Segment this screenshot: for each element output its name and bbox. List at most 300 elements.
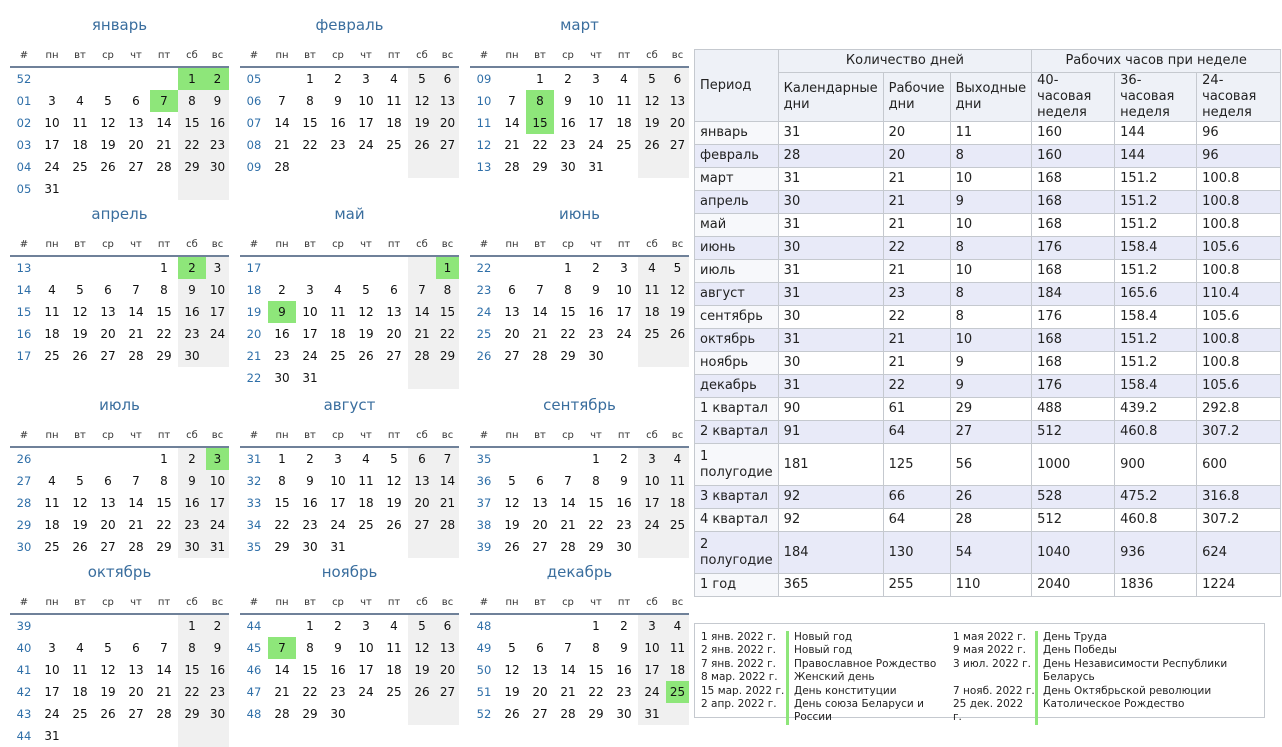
day-cell: 25 [666, 514, 689, 536]
day-cell: 13 [532, 496, 548, 510]
day-cell: 28 [532, 349, 548, 363]
week-number: 41 [16, 663, 32, 677]
day-cell: 20 [532, 518, 548, 532]
value-cell: 9 [950, 191, 1032, 214]
day-cell: 26 [72, 540, 88, 554]
empty-day-cell [38, 447, 66, 470]
day-cell: 16 [616, 496, 632, 510]
day-cell: 11 [330, 305, 346, 319]
value-cell: 168 [1032, 214, 1115, 237]
value-cell: 31 [778, 168, 883, 191]
week-number: 30 [16, 540, 32, 554]
weekday-header: сб [408, 233, 436, 256]
value-cell: 130 [883, 532, 950, 574]
weekday-header: вс [436, 44, 459, 67]
week-number: 17 [16, 349, 32, 363]
week-number: 51 [476, 685, 492, 699]
value-cell: 20 [883, 122, 950, 145]
period-cell: октябрь [695, 329, 779, 352]
day-cell: 11 [386, 94, 402, 108]
day-cell: 15 [436, 301, 459, 323]
empty-day-cell [206, 725, 229, 747]
month-calendar [240, 393, 459, 558]
holiday-name: День союза Беларуси и России [786, 698, 954, 725]
day-cell: 10 [330, 474, 346, 488]
weekday-header: пт [380, 424, 408, 447]
value-cell: 8 [950, 306, 1032, 329]
holiday-entry [953, 685, 1258, 698]
day-cell: 10 [358, 641, 374, 655]
day-cell: 29 [588, 540, 604, 554]
value-cell: 900 [1115, 444, 1197, 486]
period-cell: 2 полугодие [695, 532, 779, 574]
summary-row [695, 214, 1281, 237]
value-cell: 439.2 [1115, 398, 1197, 421]
value-cell: 31 [778, 260, 883, 283]
empty-day-cell [122, 67, 150, 90]
day-cell: 30 [588, 349, 604, 363]
day-cell: 18 [638, 301, 666, 323]
day-cell: 22 [588, 518, 604, 532]
value-cell: 168 [1032, 260, 1115, 283]
week-number: 42 [16, 685, 32, 699]
day-cell: 1 [536, 72, 544, 86]
day-cell: 8 [278, 474, 286, 488]
day-cell: 14 [128, 496, 144, 510]
day-cell: 2 [178, 447, 206, 470]
day-cell: 24 [302, 349, 318, 363]
value-cell: 90 [778, 398, 883, 421]
weekday-header: вс [206, 233, 229, 256]
day-cell: 2 [306, 452, 314, 466]
day-cell: 1 [178, 67, 206, 90]
empty-day-cell [268, 256, 296, 279]
day-cell: 23 [588, 327, 604, 341]
day-cell: 25 [72, 160, 88, 174]
period-cell: сентябрь [695, 306, 779, 329]
empty-day-cell [268, 67, 296, 90]
value-cell: 23 [883, 283, 950, 306]
month-title: апрель [91, 205, 148, 223]
day-cell: 24 [616, 327, 632, 341]
day-cell: 8 [160, 474, 168, 488]
weekday-header: пт [150, 44, 178, 67]
day-cell: 31 [44, 729, 60, 743]
weekday-header: пн [498, 44, 526, 67]
empty-day-cell [122, 178, 150, 200]
day-cell: 12 [72, 496, 88, 510]
value-cell: 307.2 [1197, 421, 1281, 444]
week-number: 52 [476, 707, 492, 721]
weekday-header: чт [582, 424, 610, 447]
weekday-header: ср [554, 233, 582, 256]
empty-day-cell [638, 345, 666, 367]
value-cell: 61 [883, 398, 950, 421]
day-cell: 29 [178, 703, 206, 725]
day-cell: 7 [132, 474, 140, 488]
day-cell: 25 [44, 349, 60, 363]
day-cell: 24 [588, 138, 604, 152]
day-cell: 16 [330, 663, 346, 677]
month-calendar [10, 13, 229, 200]
empty-day-cell [122, 447, 150, 470]
period-cell: июль [695, 260, 779, 283]
value-cell: 21 [883, 191, 950, 214]
week-number: 22 [476, 261, 492, 275]
value-cell: 100.8 [1197, 214, 1281, 237]
day-cell: 11 [666, 470, 689, 492]
week-number: 21 [246, 349, 262, 363]
weekday-header: # [240, 591, 268, 614]
day-cell: 14 [156, 116, 172, 130]
day-cell: 26 [504, 540, 520, 554]
day-cell: 22 [560, 327, 576, 341]
weekday-header: # [10, 591, 38, 614]
day-cell: 26 [386, 518, 402, 532]
day-cell: 13 [408, 470, 436, 492]
weekday-header: ср [94, 233, 122, 256]
weekday-header: сб [178, 424, 206, 447]
day-cell: 24 [206, 514, 229, 536]
day-cell: 23 [330, 685, 346, 699]
empty-day-cell [666, 536, 689, 558]
day-cell: 15 [178, 112, 206, 134]
day-cell: 10 [616, 283, 632, 297]
value-cell: 100.8 [1197, 191, 1281, 214]
value-cell: 100.8 [1197, 168, 1281, 191]
day-cell: 30 [616, 707, 632, 721]
holiday-date: 9 мая 2022 г. [953, 644, 1026, 657]
day-cell: 6 [104, 474, 112, 488]
weekday-header: пн [268, 233, 296, 256]
holiday-name: День Победы [1035, 644, 1258, 657]
weekday-header: пт [380, 233, 408, 256]
day-cell: 26 [638, 134, 666, 156]
week-number: 13 [476, 160, 492, 174]
day-cell: 11 [72, 663, 88, 677]
day-cell: 24 [44, 160, 60, 174]
summary-row [695, 168, 1281, 191]
day-cell: 8 [436, 279, 459, 301]
empty-day-cell [408, 256, 436, 279]
empty-day-cell [498, 447, 526, 470]
holiday-entry [701, 698, 954, 725]
day-cell: 16 [560, 116, 576, 130]
day-cell: 27 [532, 540, 548, 554]
summary-row [695, 352, 1281, 375]
value-cell: 512 [1032, 421, 1115, 444]
day-cell: 16 [178, 301, 206, 323]
day-cell: 22 [436, 323, 459, 345]
day-cell: 16 [178, 492, 206, 514]
weekday-header: сб [638, 44, 666, 67]
day-cell: 15 [302, 116, 318, 130]
weekday-header: # [10, 44, 38, 67]
empty-day-cell [526, 256, 554, 279]
day-cell: 4 [638, 256, 666, 279]
holiday-entry [953, 644, 1258, 657]
day-cell: 19 [72, 518, 88, 532]
value-cell: 144 [1115, 145, 1197, 168]
day-cell: 18 [386, 116, 402, 130]
value-cell: 158.4 [1115, 306, 1197, 329]
day-cell: 29 [302, 707, 318, 721]
value-cell: 158.4 [1115, 375, 1197, 398]
holiday-name: Католическое Рождество [1035, 698, 1258, 725]
day-cell: 11 [44, 496, 60, 510]
weekday-header: пн [498, 233, 526, 256]
day-cell: 8 [526, 90, 554, 112]
value-cell: 30 [778, 352, 883, 375]
day-cell: 22 [302, 138, 318, 152]
weekday-header: ср [324, 44, 352, 67]
value-cell: 151.2 [1115, 352, 1197, 375]
value-cell: 31 [778, 122, 883, 145]
period-header: Период [695, 50, 779, 122]
day-cell: 21 [560, 685, 576, 699]
day-cell: 27 [100, 349, 116, 363]
day-cell: 20 [386, 327, 402, 341]
weekday-header: вс [206, 424, 229, 447]
day-cell: 4 [48, 474, 56, 488]
holiday-entry [701, 631, 954, 644]
day-cell: 26 [666, 323, 689, 345]
day-cell: 12 [72, 305, 88, 319]
day-cell: 1 [160, 261, 168, 275]
holiday-name: Новый год [786, 631, 954, 644]
weekday-header: ср [324, 591, 352, 614]
empty-day-cell [66, 256, 94, 279]
day-cell: 14 [274, 116, 290, 130]
day-cell: 30 [178, 345, 206, 367]
value-cell: 91 [778, 421, 883, 444]
week-number: 52 [16, 72, 32, 86]
value-cell: 168 [1032, 329, 1115, 352]
empty-day-cell [38, 614, 66, 637]
empty-day-cell [94, 178, 122, 200]
value-cell: 8 [950, 145, 1032, 168]
empty-day-cell [380, 703, 408, 725]
col-header: 24-часовая неделя [1197, 73, 1281, 122]
day-cell: 28 [156, 160, 172, 174]
weekday-header: ср [554, 591, 582, 614]
day-cell: 31 [330, 540, 346, 554]
day-cell: 6 [536, 641, 544, 655]
empty-day-cell [38, 256, 66, 279]
empty-day-cell [638, 156, 666, 178]
day-cell: 8 [160, 283, 168, 297]
day-cell: 20 [666, 112, 689, 134]
day-cell: 15 [588, 663, 604, 677]
day-cell: 14 [408, 301, 436, 323]
day-cell: 27 [386, 349, 402, 363]
value-cell: 26 [950, 486, 1032, 509]
day-cell: 17 [302, 327, 318, 341]
weekday-header: пт [150, 424, 178, 447]
month-title: август [323, 396, 376, 414]
weekday-header: вс [666, 424, 689, 447]
weekday-header: вт [66, 591, 94, 614]
weekday-header: # [470, 44, 498, 67]
period-cell: январь [695, 122, 779, 145]
value-cell: 255 [883, 574, 950, 597]
value-cell: 1836 [1115, 574, 1197, 597]
value-cell: 10 [950, 329, 1032, 352]
day-cell: 8 [306, 641, 314, 655]
weekday-header: вс [206, 591, 229, 614]
day-cell: 21 [560, 518, 576, 532]
holiday-entry [701, 671, 954, 684]
day-cell: 11 [666, 637, 689, 659]
weekday-header: ср [94, 44, 122, 67]
holiday-date: 3 июл. 2022 г. [953, 657, 1031, 670]
week-number: 39 [476, 540, 492, 554]
empty-day-cell [122, 256, 150, 279]
week-number: 31 [246, 452, 262, 466]
empty-day-cell [380, 367, 408, 389]
summary-row [695, 122, 1281, 145]
day-cell: 27 [128, 707, 144, 721]
month-calendar [240, 202, 459, 389]
empty-day-cell [206, 178, 229, 200]
day-cell: 29 [156, 540, 172, 554]
day-cell: 20 [128, 138, 144, 152]
day-cell: 3 [362, 619, 370, 633]
day-cell: 19 [358, 327, 374, 341]
day-cell: 12 [408, 637, 436, 659]
day-cell: 6 [104, 283, 112, 297]
day-cell: 2 [178, 256, 206, 279]
day-cell: 2 [620, 619, 628, 633]
empty-day-cell [66, 725, 94, 747]
value-cell: 29 [950, 398, 1032, 421]
weekday-header: вт [66, 424, 94, 447]
day-cell: 6 [408, 447, 436, 470]
summary-row [695, 191, 1281, 214]
day-cell: 29 [178, 156, 206, 178]
value-cell: 512 [1032, 509, 1115, 532]
day-cell: 8 [564, 283, 572, 297]
day-cell: 7 [268, 637, 296, 659]
period-cell: 1 квартал [695, 398, 779, 421]
day-cell: 13 [386, 305, 402, 319]
weekday-header: сб [638, 591, 666, 614]
month-title: декабрь [546, 563, 613, 581]
day-cell: 12 [386, 474, 402, 488]
weekday-header: вс [436, 591, 459, 614]
day-cell: 14 [274, 663, 290, 677]
day-cell: 11 [616, 94, 632, 108]
day-cell: 20 [436, 659, 459, 681]
summary-row [695, 398, 1281, 421]
week-number: 27 [16, 474, 32, 488]
day-cell: 7 [564, 474, 572, 488]
day-cell: 11 [638, 279, 666, 301]
day-cell: 7 [436, 447, 459, 470]
day-cell: 23 [206, 134, 229, 156]
empty-day-cell [268, 614, 296, 637]
week-number: 01 [16, 94, 32, 108]
day-cell: 25 [358, 518, 374, 532]
day-cell: 31 [206, 536, 229, 558]
value-cell: 488 [1032, 398, 1115, 421]
holiday-date: 2 апр. 2022 г. [701, 698, 777, 711]
holiday-date: 8 мар. 2022 г. [701, 671, 778, 684]
day-cell: 14 [128, 305, 144, 319]
day-cell: 11 [386, 641, 402, 655]
day-cell: 10 [358, 94, 374, 108]
value-cell: 30 [778, 306, 883, 329]
value-cell: 21 [883, 352, 950, 375]
weekday-header: # [240, 44, 268, 67]
period-cell: 2 квартал [695, 421, 779, 444]
empty-day-cell [94, 447, 122, 470]
holiday-date: 15 мар. 2022 г. [701, 684, 785, 697]
day-cell: 19 [408, 659, 436, 681]
day-cell: 8 [592, 641, 600, 655]
week-number: 18 [246, 283, 262, 297]
day-cell: 30 [616, 540, 632, 554]
day-cell: 30 [206, 156, 229, 178]
weekday-header: сб [638, 233, 666, 256]
weekday-header: чт [122, 424, 150, 447]
week-number: 33 [246, 496, 262, 510]
empty-day-cell [610, 345, 638, 367]
day-cell: 6 [132, 641, 140, 655]
day-cell: 17 [638, 492, 666, 514]
day-cell: 1 [160, 452, 168, 466]
week-number: 12 [476, 138, 492, 152]
month-calendar [240, 13, 459, 178]
day-cell: 2 [592, 261, 600, 275]
week-number: 40 [16, 641, 32, 655]
day-cell: 18 [44, 327, 60, 341]
weekday-header: ср [554, 44, 582, 67]
day-cell: 17 [358, 116, 374, 130]
value-cell: 168 [1032, 191, 1115, 214]
day-cell: 10 [638, 470, 666, 492]
holiday-entry [701, 644, 954, 657]
day-cell: 17 [44, 138, 60, 152]
period-cell: июнь [695, 237, 779, 260]
weekday-header: пт [610, 591, 638, 614]
day-cell: 14 [436, 470, 459, 492]
month-calendar [10, 393, 229, 558]
weekday-header: сб [408, 44, 436, 67]
value-cell: 64 [883, 509, 950, 532]
value-cell: 176 [1032, 375, 1115, 398]
day-cell: 22 [178, 134, 206, 156]
weekday-header: чт [582, 233, 610, 256]
empty-day-cell [94, 614, 122, 637]
day-cell: 4 [666, 447, 689, 470]
weekday-header: вт [66, 44, 94, 67]
day-cell: 6 [666, 67, 689, 90]
value-cell: 66 [883, 486, 950, 509]
day-cell: 16 [274, 327, 290, 341]
weekday-header: # [470, 591, 498, 614]
weekday-header: пн [498, 424, 526, 447]
empty-day-cell [408, 703, 436, 725]
value-cell: 28 [950, 509, 1032, 532]
value-cell: 168 [1032, 168, 1115, 191]
holiday-date: 2 янв. 2022 г. [701, 644, 776, 657]
day-cell: 3 [48, 94, 56, 108]
day-cell: 22 [532, 138, 548, 152]
holiday-name: Женский день [786, 671, 954, 684]
weekday-header: вт [296, 424, 324, 447]
day-cell: 10 [206, 279, 229, 301]
